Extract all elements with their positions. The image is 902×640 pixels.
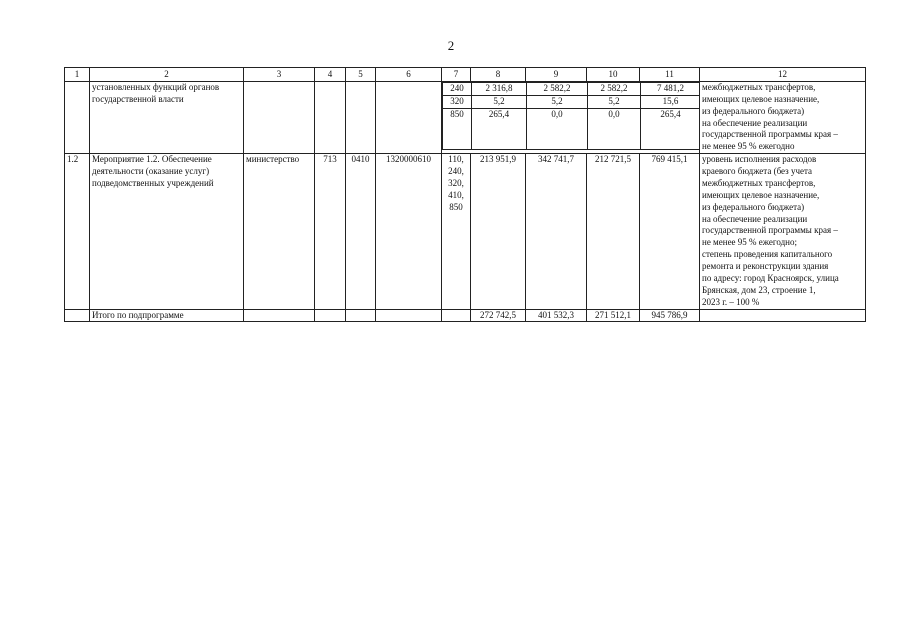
total-empty: [376, 309, 442, 322]
total-col11: 945 786,9: [640, 309, 700, 322]
total-label: Итого по подпрограмме: [90, 309, 244, 322]
total-col9: 401 532,3: [526, 309, 587, 322]
sub-row: [443, 95, 700, 108]
vr-code-line: 410,: [448, 189, 464, 200]
total-col10: 271 512,1: [587, 309, 640, 322]
measure-name-line: деятельности (оказание услуг): [92, 166, 210, 176]
measure-name-line: Мероприятие 1.2. Обеспечение: [92, 154, 212, 165]
vr-code-line: 320,: [448, 177, 464, 188]
executor-empty: [244, 81, 315, 153]
column-number-row: [65, 68, 866, 82]
header-cell: 1: [65, 68, 90, 82]
value-col10: 2 582,2: [588, 82, 641, 95]
indicator-line: на обеспечение реализации: [702, 117, 808, 128]
csr-empty: [376, 81, 442, 153]
grbs-code: 713: [315, 154, 346, 309]
total-col8: 272 742,5: [471, 309, 526, 322]
value-col8: 265,4: [472, 108, 527, 149]
value-col11: 7 481,2: [641, 82, 700, 95]
measure-name-line: установленных функций органов: [92, 81, 220, 92]
vr-code: 320: [443, 95, 472, 108]
sub-rows-block: [442, 81, 700, 153]
header-cell: 10: [587, 68, 640, 82]
result-indicator: [700, 81, 866, 153]
value-col10: 212 721,5: [587, 154, 640, 309]
indicator-line: государственной программы края –: [702, 129, 838, 140]
indicator-line: из федерального бюджета): [702, 105, 805, 116]
header-cell: 9: [526, 68, 587, 82]
header-cell: 4: [315, 68, 346, 82]
indicator-line: государственной программы края –: [702, 225, 838, 236]
executor: министерство: [244, 154, 315, 309]
total-empty: [346, 309, 376, 322]
indicator-line: из федерального бюджета): [702, 201, 805, 212]
header-cell: 5: [346, 68, 376, 82]
indicator-line: краевого бюджета (без учета: [702, 166, 812, 176]
value-col8: 5,2: [472, 95, 527, 108]
table-row-measure-1-2: [65, 154, 866, 309]
total-number-empty: [65, 309, 90, 322]
value-col8: 213 951,9: [471, 154, 526, 309]
sub-rows-table: [442, 82, 700, 150]
header-cell: 11: [640, 68, 700, 82]
indicator-line: степень проведения капитального: [702, 249, 833, 260]
value-col9: 2 582,2: [527, 82, 588, 95]
vr-code-line: 240,: [448, 166, 464, 176]
sub-row: [443, 82, 700, 95]
header-cell: 12: [700, 68, 866, 82]
rzpr-code: 0410: [346, 154, 376, 309]
indicator-line: не менее 95 % ежегодно: [702, 141, 795, 152]
value-col11: 15,6: [641, 95, 700, 108]
table-row-total: [65, 309, 866, 322]
indicator-line: межбюджетных трансфертов,: [702, 81, 816, 92]
vr-code-line: 850: [449, 201, 463, 212]
indicator-line: ремонта и реконструкции здания: [702, 261, 829, 271]
measure-name: [90, 154, 244, 309]
value-col9: 0,0: [527, 108, 588, 149]
page-number: 2: [447, 38, 455, 53]
measure-name: [90, 81, 244, 153]
indicator-line: имеющих целевое назначение,: [702, 189, 820, 200]
row-number: 1.2: [65, 154, 90, 309]
result-indicator: [700, 154, 866, 309]
header-cell: 8: [471, 68, 526, 82]
value-col9: 342 741,7: [526, 154, 587, 309]
value-col10: 0,0: [588, 108, 641, 149]
header-cell: 7: [442, 68, 471, 82]
value-col9: 5,2: [527, 95, 588, 108]
vr-code-line: 110,: [448, 154, 464, 165]
total-empty: [315, 309, 346, 322]
sub-row: [443, 108, 700, 149]
measure-name-line: подведомственных учреждений: [92, 177, 214, 188]
indicator-line: 2023 г. – 100 %: [702, 296, 760, 307]
table-row-continued: [65, 81, 866, 153]
value-col11: 265,4: [641, 108, 700, 149]
value-col10: 5,2: [588, 95, 641, 108]
subprogram-table: [64, 67, 866, 322]
total-empty: [442, 309, 471, 322]
row-number-empty: [65, 81, 90, 153]
rzpr-empty: [346, 81, 376, 153]
header-cell: 6: [376, 68, 442, 82]
indicator-line: Брянская, дом 23, строение 1,: [702, 284, 816, 295]
indicator-line: уровень исполнения расходов: [702, 154, 817, 165]
header-cell: 2: [90, 68, 244, 82]
value-col11: 769 415,1: [640, 154, 700, 309]
total-empty: [244, 309, 315, 322]
total-empty: [700, 309, 866, 322]
indicator-line: на обеспечение реализации: [702, 213, 808, 224]
vr-codes: [442, 154, 471, 309]
header-cell: 3: [244, 68, 315, 82]
indicator-line: по адресу: город Красноярск, улица: [702, 272, 839, 283]
csr-code: 1320000610: [376, 154, 442, 309]
measure-name-line: государственной власти: [92, 93, 184, 104]
indicator-line: имеющих целевое назначение,: [702, 93, 820, 104]
vr-code: 850: [443, 108, 472, 149]
grbs-empty: [315, 81, 346, 153]
indicator-line: межбюджетных трансфертов,: [702, 177, 816, 188]
indicator-line: не менее 95 % ежегодно;: [702, 237, 797, 248]
value-col8: 2 316,8: [472, 82, 527, 95]
vr-code: 240: [443, 82, 472, 95]
